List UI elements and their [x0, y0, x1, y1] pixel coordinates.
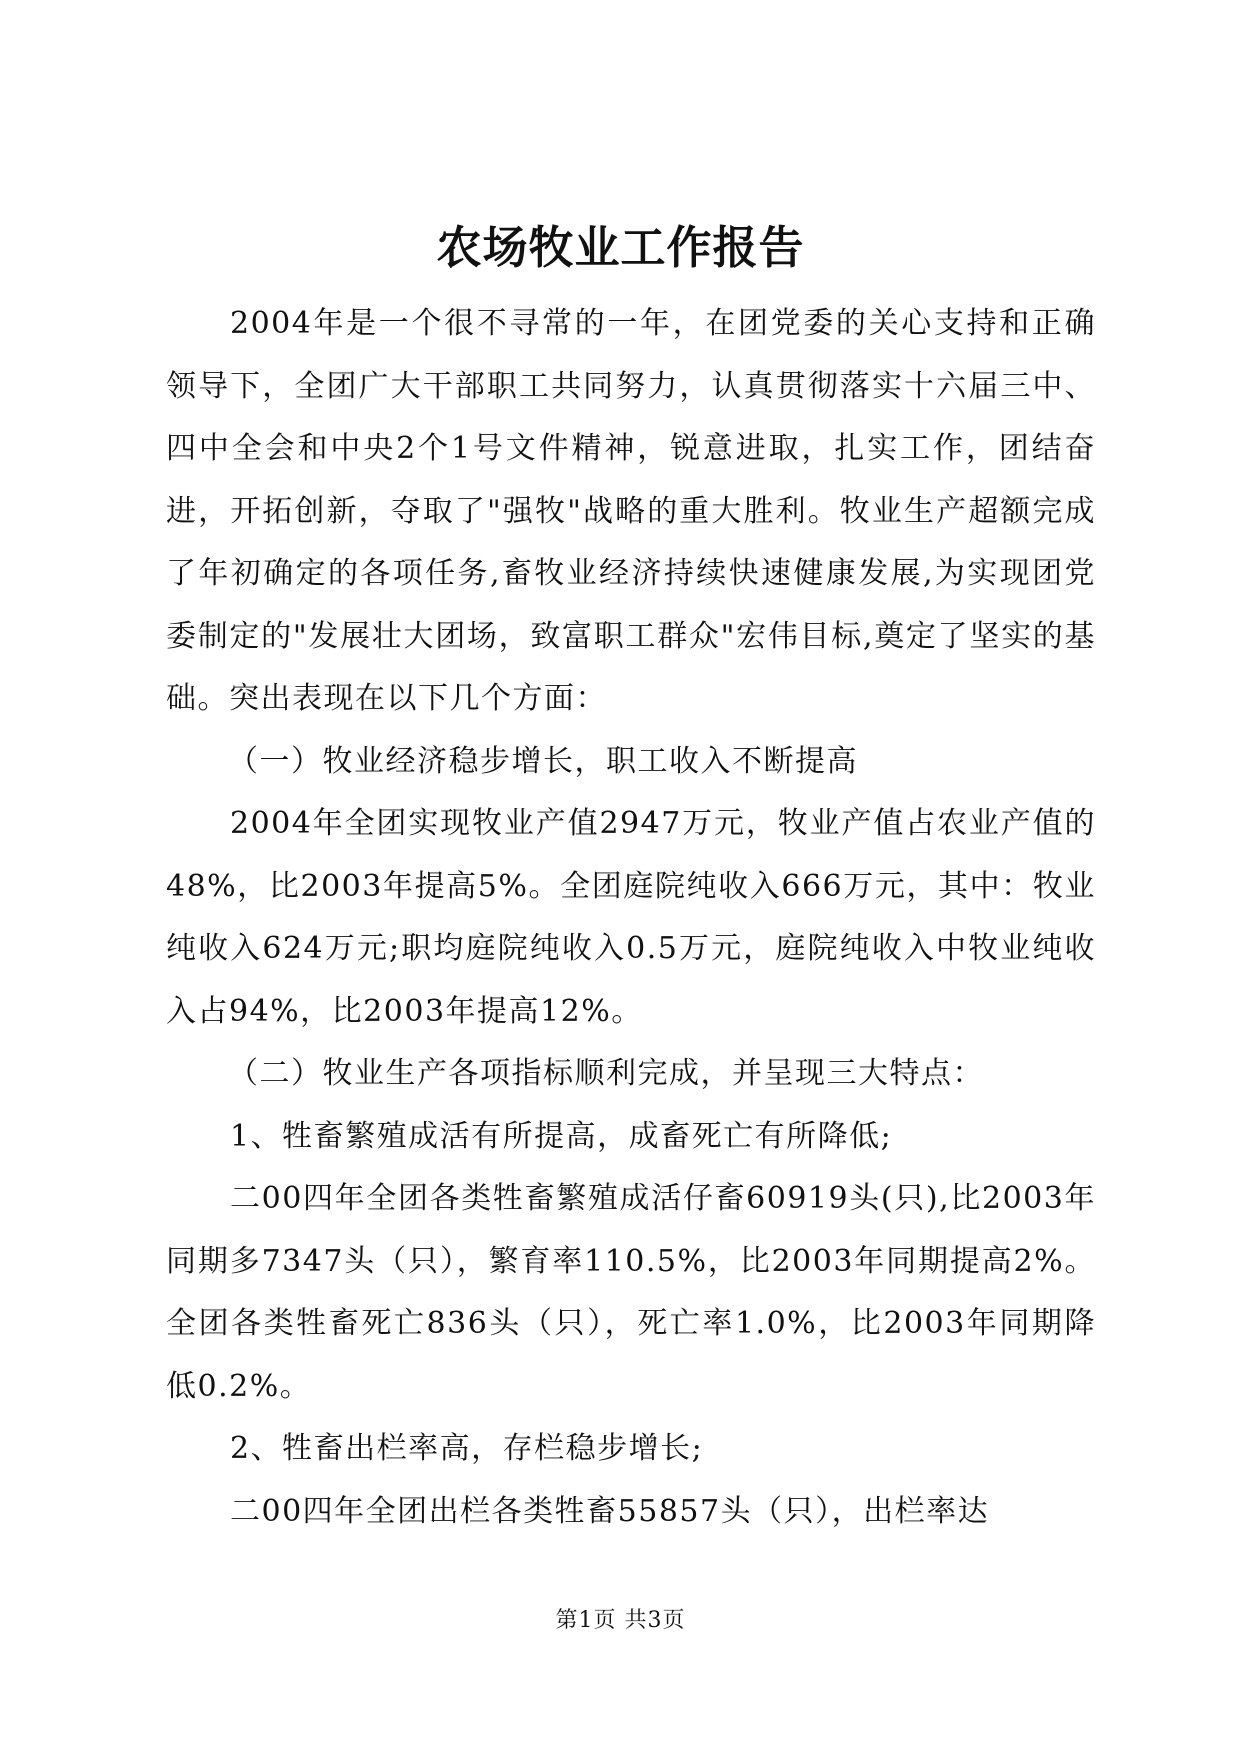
- document-title: 农场牧业工作报告: [436, 221, 805, 274]
- page-footer: 第1页 共3页: [555, 1608, 686, 1633]
- subsection-1-paragraph: 二00四年全团各类牲畜繁殖成活仔畜60919头(只),比2003年同期多7347头（只），繁育率110.5%，比2003年同期提高2%。全团各类牲畜死亡836头（只），死亡率1.0%，比2003年同期降低0.2%。: [166, 1181, 1096, 1404]
- intro-paragraph: 2004年是一个很不寻常的一年，在团党委的关心支持和正确领导下，全团广大干部职工共同努力，认真贯彻落实十六届三中、四中全会和中央2个1号文件精神，锐意进取，扎实工作，团结奋进，开拓创新，夺取了"强牧"战略的重大胜利。牧业生产超额完成了年初确定的各项任务,畜牧业经济持续快速健康发展,为实现团党委制定的"发展壮大团场，致富职工群众"宏伟目标,奠定了坚实的基础。突出表现在以下几个方面：: [166, 306, 1096, 716]
- subsection-2-paragraph: 二00四年全团出栏各类牲畜55857头（只），出栏率达: [230, 1493, 990, 1529]
- section-1-paragraph: 2004年全团实现牧业产值2947万元，牧业产值占农业产值的48%，比2003年提高5%。全团庭院纯收入666万元，其中：牧业纯收入624万元;职均庭院纯收入0.5万元，庭院纯收入中牧业纯收入占94%，比2003年提高12%。: [166, 806, 1096, 1029]
- section-heading-2: （二）牧业生产各项指标顺利完成，并呈现三大特点：: [228, 1056, 984, 1091]
- section-heading-1: （一）牧业经济稳步增长，职工收入不断提高: [228, 743, 858, 779]
- subsection-heading-2: 2、牲畜出栏率高，存栏稳步增长;: [230, 1431, 704, 1466]
- subsection-heading-1: 1、牲畜繁殖成活有所提高，成畜死亡有所降低;: [230, 1118, 893, 1154]
- document-body: [166, 293, 1096, 1543]
